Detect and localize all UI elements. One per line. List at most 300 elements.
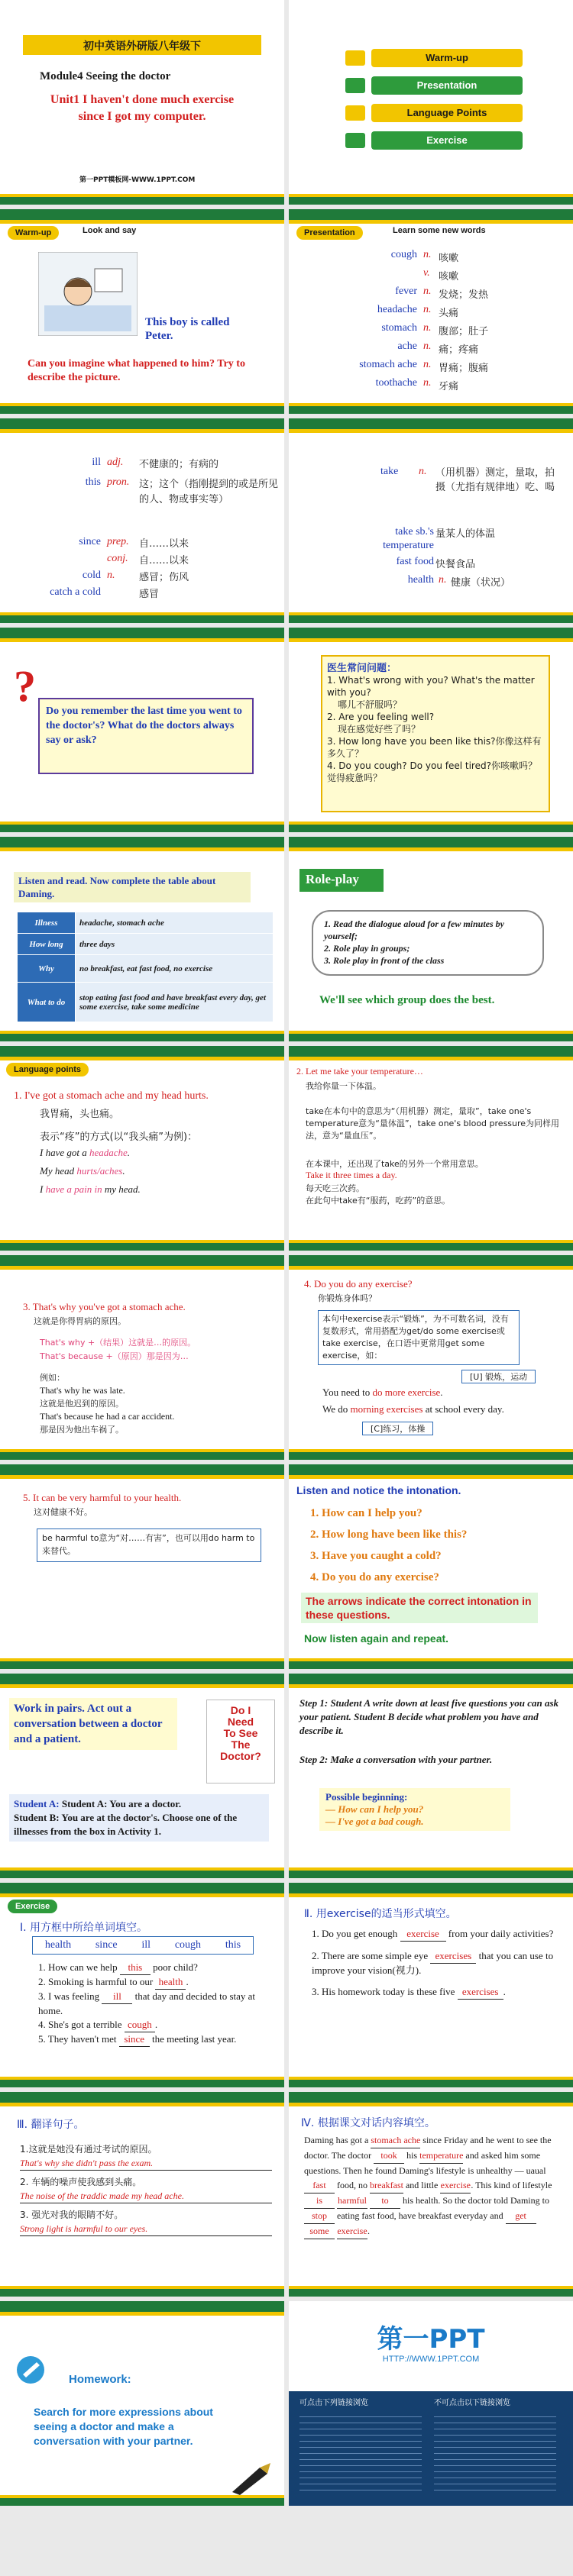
intonation-note: The arrows indicate the correct intonation in these questions. — [301, 1593, 538, 1623]
cloze-answer: stomach ache — [371, 2133, 420, 2148]
cloze-passage: Daming has got a stomach ache since Friday and he went to see the doctor. The doctor took his temperature and asked him some questions. Then he found Daming's lifestyle is unhealthy — uaual fast food, no breakfast and little exercise. This kind of lifestyle is harmful to his health. So the doctor told Daming to stop eating fast food, have breakfast everyday and get some exercise. — [304, 2133, 556, 2239]
item-text: that day and decided to stay at home. — [38, 1990, 256, 2016]
credits-links-1[interactable] — [299, 2411, 422, 2495]
book-title-l5: Doctor? — [220, 1750, 261, 1762]
translation-answer: The noise of the traddic made my head ache. — [20, 2189, 272, 2203]
translation-prompt: 1.这就是她没有通过考试的原因。 — [20, 2144, 157, 2155]
item-text: poor child? — [150, 1961, 198, 1973]
role-play-step-2: 2. Role play in groups; — [324, 943, 410, 954]
answer: health — [155, 1975, 186, 1990]
bottom-bar — [0, 1034, 284, 1041]
section-tag: Language points — [6, 1063, 89, 1077]
word-fast-food-cn: 快餐食品 — [435, 559, 476, 570]
menu-icon-1 — [345, 50, 365, 66]
top-bar — [0, 1255, 284, 1266]
point-sentence: 3. That's why you've got a stomach ache. — [23, 1301, 186, 1312]
sick-boy-image — [38, 252, 138, 336]
word-box — [32, 1936, 254, 1955]
slide-role-play — [289, 837, 573, 1041]
word-health: health — [407, 574, 434, 586]
role-play-title: Role-play — [306, 872, 359, 886]
top-bar — [289, 418, 573, 429]
word-fast-food: fast food — [396, 556, 434, 567]
slide-title — [0, 0, 284, 205]
top-bar — [0, 1674, 284, 1684]
pair-work-title: Work in pairs. Act out a conversation between a doctor and a patient. — [9, 1698, 177, 1750]
slide-credits — [289, 2301, 573, 2506]
word-temperature-cn: 量某人的体温 — [435, 528, 496, 540]
explanation-box: be harmful to意为“对……有害”，也可以用do harm to来替代。 — [37, 1528, 261, 1562]
word-cn: 这；这个（指刚提到的或是所见的人、物或事实等） — [139, 479, 279, 505]
section-tag: Warm-up — [8, 226, 59, 240]
note-countable: [C]练习，体操 — [362, 1422, 433, 1435]
note-uncountable: [U] 锻炼，运动 — [461, 1370, 536, 1383]
top-bar — [0, 1046, 284, 1057]
word-pos: n. — [423, 341, 432, 352]
point-translation: 我胃痛，头也痛。 — [40, 1109, 120, 1120]
slide-intonation — [289, 1464, 573, 1669]
cloze-answer: temperature — [419, 2148, 463, 2164]
intonation-q1: 1. How can I help you? — [310, 1507, 422, 1519]
word-pos: n. — [423, 359, 432, 370]
example-2: My head hurts/aches. — [40, 1165, 125, 1177]
row-header-why: Why — [18, 955, 76, 983]
bottom-bar — [0, 1452, 284, 1460]
slide-homework — [0, 2301, 284, 2506]
bottom-bar — [289, 615, 573, 623]
pattern-1: That's why +（结果）这就是…的原因。 — [40, 1338, 196, 1348]
word-cn: 感冒 — [139, 589, 160, 600]
question-line: 现在感觉好些了吗？ — [338, 724, 421, 734]
listen-repeat: Now listen again and repeat. — [304, 1632, 449, 1645]
word-cn: 不健康的；有病的 — [139, 459, 219, 470]
possible-beginning-box — [319, 1788, 510, 1831]
top-bar — [0, 628, 284, 638]
cloze-answer: exercise — [440, 2178, 471, 2193]
word-temperature: take sb.'s temperature — [383, 526, 434, 551]
credits-col2: 不可点击以下链接浏览 — [434, 2399, 510, 2407]
top-bar — [0, 2092, 284, 2103]
book-title-l3: To See — [223, 1727, 258, 1739]
exercise-title: Ⅳ. 根据课文对话内容填空。 — [301, 2117, 435, 2129]
word-pos: n. — [423, 304, 432, 315]
slide-language-1 — [0, 1046, 284, 1251]
word-pos: prep. — [107, 536, 129, 547]
cloze-answer: harmful — [337, 2193, 367, 2209]
exercise-item — [312, 1949, 556, 1977]
bottom-bar — [289, 1871, 573, 1878]
point-translation: 我给你量一下体温。 — [306, 1081, 381, 1091]
answer: since — [119, 2032, 150, 2047]
word-health-cn: 健康（状况） — [451, 577, 511, 589]
word-option: health — [44, 1939, 72, 1951]
bottom-bar — [0, 615, 284, 623]
word-pos: conj. — [107, 553, 128, 564]
question-line: 哪儿不舒服吗？ — [338, 699, 403, 710]
slide-exercise-1 — [0, 1883, 284, 2087]
exercise-item — [38, 2032, 267, 2047]
example-keyword: headache — [89, 1147, 128, 1158]
cloze-answer: get — [506, 2209, 536, 2224]
point-sentence: 4. Do you do any exercise? — [304, 1278, 413, 1290]
word-take-cn: （用机器）测定，量取，拍摄（尤指有规律地）吃、喝 — [435, 467, 555, 493]
answer: cough — [125, 2018, 155, 2032]
slide-exercise-4 — [289, 2092, 573, 2297]
bottom-bar — [289, 1034, 573, 1041]
table-row — [18, 912, 274, 934]
word-option: ill — [141, 1939, 151, 1951]
word-en: headache — [377, 304, 417, 315]
exercise-item — [38, 2018, 267, 2032]
exercise-item — [38, 1990, 267, 2018]
credits-logo: 第一PPT — [377, 2324, 485, 2355]
slide-steps — [289, 1674, 573, 1878]
intonation-title: Listen and notice the intonation. — [296, 1484, 461, 1496]
word-pos: adj. — [107, 457, 124, 468]
word-en: ache — [397, 341, 417, 352]
translation-answer: Strong light is harmful to our eyes. — [20, 2222, 272, 2236]
doctor-questions-list — [327, 674, 544, 784]
item-text: . — [154, 2019, 158, 2030]
word-health-pos: n. — [439, 574, 447, 586]
role-play-note: We'll see which group does the best. — [319, 994, 495, 1006]
item-text: that you can use to improve your vision(视力). — [312, 1950, 554, 1976]
word-en: toothache — [375, 377, 417, 389]
top-bar — [289, 1464, 573, 1475]
pattern-2: That's because +（原因）那是因为… — [40, 1351, 189, 1361]
word-en: cold — [82, 570, 101, 581]
row-header-illness: Illness — [18, 912, 76, 934]
item-text: 1. How can we help — [38, 1961, 120, 1973]
homework-text: Search for more expressions about seeing a doctor and make a conversation with your partner. — [34, 2406, 213, 2447]
book-cover-image — [206, 1700, 275, 1784]
row-value-how-long: three days — [76, 934, 274, 955]
row-header-what-to-do: What to do — [18, 983, 76, 1022]
bottom-bar — [0, 2498, 284, 2506]
menu-language-points[interactable]: Language Points — [371, 104, 523, 122]
point-sentence: 1. I've got a stomach ache and my head hurts. — [14, 1090, 209, 1102]
word-cn: 痛；疼痛 — [439, 344, 479, 356]
point-sentence: 5. It can be very harmful to your health. — [23, 1492, 182, 1503]
top-bar — [289, 209, 573, 220]
credits-links-2[interactable] — [434, 2411, 556, 2495]
top-bar — [0, 209, 284, 220]
intonation-q3: 3. Have you caught a cold? — [310, 1550, 442, 1562]
menu-icon-3 — [345, 105, 365, 121]
homework-title: Homework: — [69, 2373, 131, 2386]
example-label: 例如： — [40, 1373, 65, 1383]
word-pos: n. — [423, 322, 432, 334]
cloze-answer: exercise — [337, 2224, 367, 2239]
exercise-item — [38, 1961, 267, 1975]
word-pos: n. — [423, 249, 432, 260]
section-tag: Exercise — [8, 1900, 57, 1913]
word-en: fever — [395, 286, 417, 297]
role-play-step-3: 3. Role play in front of the class — [324, 955, 445, 966]
word-en: catch a cold — [50, 586, 101, 598]
step-1: Step 1: Student A write down at least five questions you can ask your patient. Student B decide what problem you have and describe it. — [299, 1697, 558, 1736]
svg-text:?: ? — [14, 661, 36, 707]
table-row — [18, 955, 274, 983]
point-extra: 在本课中，还出现了take的另外一个常用意思。 — [306, 1159, 484, 1169]
point-explanation: take在本句中的意思为“（用机器）测定，量取”，take one's temperature意为“量体温”，take one's blood pressure为同样用法，意为“量血压”。 — [306, 1106, 560, 1141]
example-1: You need to do more exercise. — [322, 1386, 443, 1398]
table-row — [18, 983, 274, 1022]
slide-warm-up — [0, 209, 284, 414]
item-text: the meeting last year. — [149, 2033, 237, 2045]
word-pos: n. — [107, 570, 115, 581]
caption-line1: This boy is called — [145, 316, 230, 328]
word-option: cough — [174, 1939, 202, 1951]
intonation-q4: 4. Do you do any exercise? — [310, 1571, 439, 1583]
word-en: stomach ache — [359, 359, 417, 370]
bottom-bar — [289, 197, 573, 205]
point-translation: 你锻炼身体吗？ — [318, 1293, 377, 1303]
word-take-pos: n. — [419, 466, 427, 477]
example-2-cn: 那是因为他出车祸了。 — [40, 1425, 124, 1435]
bottom-bar — [0, 1661, 284, 1669]
point-sentence: 2. Let me take your temperature… — [296, 1066, 423, 1077]
word-option: this — [225, 1939, 241, 1951]
top-bar — [289, 1255, 573, 1266]
word-en: cough — [390, 249, 417, 260]
word-pos: pron. — [107, 476, 130, 488]
pen-icon — [14, 2355, 49, 2385]
word-en: ill — [92, 457, 101, 468]
student-a-label: Student A: — [14, 1798, 60, 1809]
example-keyword: have a pain in — [45, 1183, 102, 1195]
exercise-title: Ⅱ. 用exercise的适当形式填空。 — [304, 1908, 457, 1920]
possible-beginning-2: — I've got a bad cough. — [325, 1816, 424, 1827]
slide-language-2 — [289, 1046, 573, 1251]
word-cn: 头痛 — [439, 308, 459, 319]
course-header: 初中英语外研版八年级下 — [83, 40, 201, 53]
cloze-answer: stop — [304, 2209, 335, 2224]
slide-words-2 — [0, 418, 284, 623]
role-play-step-1: 1. Read the dialogue aloud for a few minutes by yourself; — [324, 918, 505, 941]
menu-warm-up[interactable]: Warm-up — [371, 49, 523, 67]
section-subtitle: Look and say — [83, 226, 137, 235]
word-cn: 腹部；肚子 — [439, 326, 489, 337]
example-meaning: 在此句中take有“服药，吃药”的意思。 — [306, 1196, 451, 1206]
example-translation: 每天吃三次药。 — [306, 1183, 364, 1193]
unit-title-l1: Unit1 I haven't done much exercise — [50, 93, 235, 106]
top-bar — [289, 1883, 573, 1893]
bottom-bar — [289, 1243, 573, 1251]
top-bar — [0, 418, 284, 429]
row-header-how-long: How long — [18, 934, 76, 955]
word-take: take — [380, 466, 399, 477]
bottom-bar — [289, 825, 573, 832]
footer-credit: 第一PPT模板网-WWW.1PPT.COM — [79, 176, 196, 184]
word-cn: 牙痛 — [439, 381, 459, 392]
item-text: . — [503, 1986, 506, 1997]
word-cn: 咳嗽 — [439, 253, 459, 264]
menu-presentation[interactable]: Presentation — [371, 76, 523, 95]
menu-exercise[interactable]: Exercise — [371, 131, 523, 150]
item-text: 4. She's got a terrible — [38, 2019, 125, 2030]
caption-line2: Peter. — [145, 330, 173, 342]
remember-question: Do you remember the last time you went to the doctor's? What do the doctors always say or ask? — [38, 698, 254, 774]
bottom-bar — [0, 2289, 284, 2297]
top-bar — [289, 628, 573, 638]
exercise-title: Ⅲ. 翻译句子。 — [17, 2119, 85, 2131]
translation-prompt: 2. 车辆的噪声使我感到头痛。 — [20, 2177, 142, 2187]
table-row — [18, 934, 274, 955]
word-cn: 自……以来 — [139, 538, 189, 550]
answer: ill — [102, 1990, 132, 2004]
step-2: Step 2: Make a conversation with your partner. — [299, 1754, 493, 1765]
word-en: since — [79, 536, 101, 547]
student-roles — [9, 1794, 269, 1842]
word-cn: 胃痛；腹痛 — [439, 363, 489, 374]
top-bar — [289, 2092, 573, 2103]
item-text: 2. There are some simple eye — [312, 1950, 431, 1961]
example-keyword: do more exercise — [372, 1386, 441, 1398]
word-option: since — [95, 1939, 118, 1951]
item-text: . — [186, 1976, 189, 1987]
slide-new-words — [289, 209, 573, 414]
question-line: 3. How long have you been like this?你像这样有多久了？ — [327, 736, 542, 759]
slide-exercise-2 — [289, 1883, 573, 2087]
example-sentence: Take it three times a day. — [306, 1170, 397, 1180]
top-bar — [289, 837, 573, 847]
doctor-questions-title: 医生常问问题： — [327, 663, 397, 674]
section-subtitle: Learn some new words — [393, 226, 486, 235]
book-title-l2: Need — [227, 1716, 254, 1728]
question-line: 2. Are you feeling well? — [327, 712, 435, 722]
table-instruction: Listen and read. Now complete the table about Daming. — [14, 872, 251, 902]
slide-words-3 — [289, 418, 573, 623]
bottom-bar — [289, 2080, 573, 2087]
menu-icon-2 — [345, 78, 365, 93]
item-text: 2. Smoking is harmful to our — [38, 1976, 156, 1987]
slide-language-5 — [0, 1464, 284, 1669]
slide-pair-work — [0, 1674, 284, 1878]
possible-beginning-label: Possible beginning: — [325, 1791, 408, 1803]
cloze-answer: fast — [304, 2178, 335, 2193]
slide-doctor-questions — [289, 628, 573, 832]
example-1: That's why he was late. — [40, 1385, 125, 1396]
bottom-bar — [289, 1452, 573, 1460]
word-pos: n. — [423, 286, 432, 297]
item-text: 1. Do you get enough — [312, 1928, 400, 1939]
explanation-box: 本句中exercise表示“锻炼”，为不可数名词，没有复数形式，常用搭配为get/do some exercise或take exercise，在口语中更常用get some exercise，如： — [318, 1310, 520, 1365]
bottom-bar — [0, 1243, 284, 1251]
slide-remember — [0, 628, 284, 832]
item-text: 5. They haven't met — [38, 2033, 119, 2045]
credits-url[interactable]: HTTP://WWW.1PPT.COM — [382, 2355, 480, 2364]
module-title: Module4 Seeing the doctor — [40, 70, 171, 82]
student-a-role — [14, 1797, 264, 1811]
top-bar — [0, 1883, 284, 1893]
top-bar — [0, 1464, 284, 1475]
answer: exercises — [458, 1985, 503, 2000]
point-translation: 这对健康不好。 — [34, 1507, 92, 1517]
student-a-text: Student A: You are a doctor. — [61, 1798, 182, 1809]
role-play-steps — [312, 910, 544, 976]
exercise-items — [20, 2138, 272, 2241]
item-text: 3. His homework today is these five — [312, 1986, 458, 1997]
item-text: from your daily activities? — [445, 1928, 554, 1939]
exercise-items — [312, 1927, 556, 2007]
credits-col1: 可点击下列链接浏览 — [299, 2399, 368, 2407]
example-keyword: morning exercises — [350, 1403, 423, 1415]
row-value-what-to-do: stop eating fast food and have breakfast every day, get some exercise, take some medicine — [76, 983, 274, 1022]
exercise-item — [312, 1985, 556, 2000]
fountain-pen-icon — [229, 2461, 275, 2495]
cloze-answer: breakfast — [370, 2178, 403, 2193]
top-bar — [0, 837, 284, 847]
bottom-bar — [0, 406, 284, 414]
daming-table — [17, 912, 274, 1022]
bottom-bar — [289, 1661, 573, 1669]
example-1-cn: 这就是他迟到的原因。 — [40, 1399, 124, 1409]
answer: this — [120, 1961, 151, 1975]
top-bar — [289, 1674, 573, 1684]
cloze-answer: took — [374, 2148, 404, 2164]
credits-panel — [289, 2391, 573, 2506]
exercise-item — [38, 1975, 267, 1990]
section-tag: Presentation — [296, 226, 363, 240]
bottom-bar — [0, 1871, 284, 1878]
slide-language-4 — [289, 1255, 573, 1460]
bottom-bar — [0, 2080, 284, 2087]
word-pos: v. — [423, 267, 430, 279]
cloze-answer: to — [370, 2193, 400, 2209]
unit-title-l2: since I got my computer. — [78, 110, 206, 123]
bottom-bar — [289, 406, 573, 414]
answer: exercises — [430, 1949, 476, 1964]
bottom-bar — [0, 825, 284, 832]
student-b-role: Student B: You are at the doctor's. Choose one of the illnesses from the box in Activity 1. — [14, 1812, 238, 1837]
menu-icon-4 — [345, 133, 365, 148]
book-title-l4: The — [231, 1738, 251, 1751]
example-keyword: hurts/aches — [76, 1165, 123, 1177]
word-cn: 感冒；伤风 — [139, 572, 189, 583]
point-translation: 这就是你得胃病的原因。 — [34, 1316, 126, 1326]
top-bar — [289, 1046, 573, 1057]
slide-daming-table — [0, 837, 284, 1041]
word-en: stomach — [381, 322, 417, 334]
possible-beginning-1: — How can I help you? — [325, 1803, 424, 1815]
word-cn: 发烧；发热 — [439, 289, 489, 301]
example-2: That's because he had a car accident. — [40, 1411, 175, 1422]
slide-language-3 — [0, 1255, 284, 1460]
warmup-question: Can you imagine what happened to him? Try to describe the picture. — [28, 358, 245, 383]
example-1: I have got a headache. — [40, 1147, 131, 1158]
question-line: 4. Do you cough? Do you feel tired?你咳嗽吗？觉得疲惫吗？ — [327, 760, 537, 783]
translation-prompt: 3. 强光对我的眼睛不好。 — [20, 2210, 124, 2220]
item-text: 3. I was feeling — [38, 1990, 102, 2002]
translation-answer: That's why she didn't pass the exam. — [20, 2156, 272, 2171]
question-line: 1. What's wrong with you? What's the matter with you? — [327, 675, 535, 698]
word-cn: 自……以来 — [139, 555, 189, 567]
word-cn: 咳嗽 — [439, 271, 459, 282]
example-3: I have a pain in my head. — [40, 1183, 141, 1195]
row-value-why: no breakfast, eat fast food, no exercise — [76, 955, 274, 983]
word-pos: n. — [423, 377, 432, 389]
slide-exercise-3 — [0, 2092, 284, 2297]
book-title-l1: Do I — [230, 1704, 251, 1716]
answer: exercise — [400, 1927, 446, 1942]
point-note: 表示“疼”的方式(以“我头痛”为例)： — [40, 1131, 198, 1143]
exercise-items — [38, 1961, 267, 2047]
slide-menu — [289, 0, 573, 205]
intonation-q2: 2. How long have been like this? — [310, 1528, 468, 1541]
cloze-answer: is — [304, 2193, 335, 2209]
top-bar — [0, 2301, 284, 2312]
